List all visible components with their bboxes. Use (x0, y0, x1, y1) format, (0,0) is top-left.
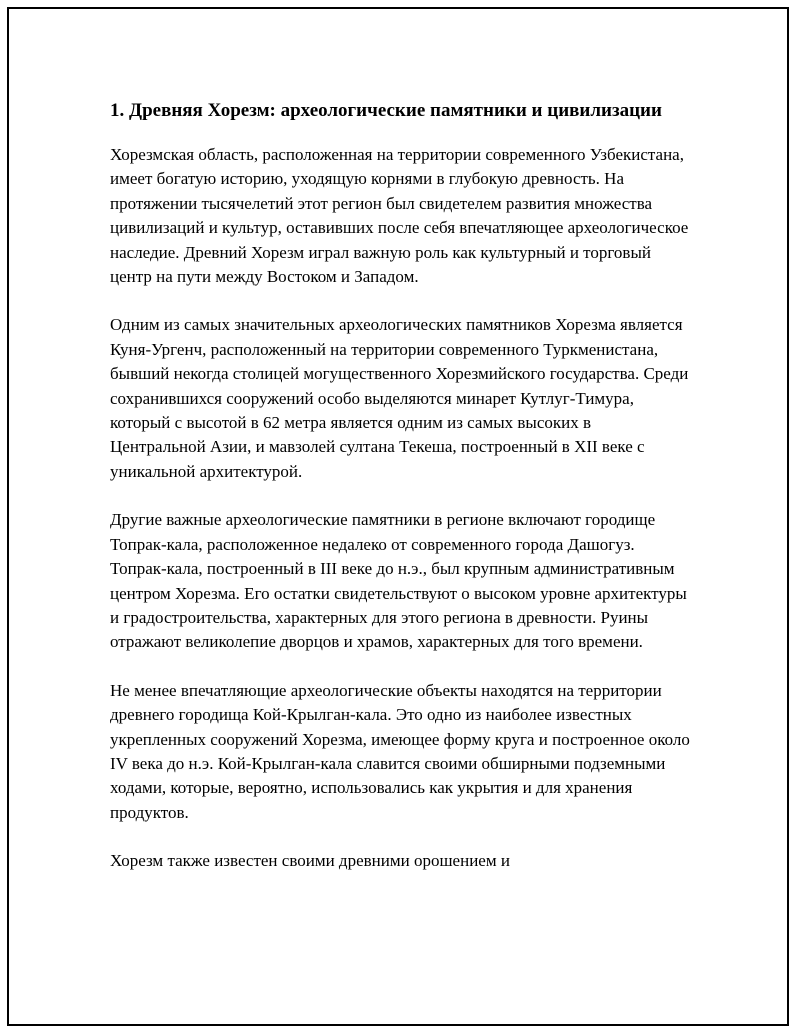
paragraph-intro: Хорезмская область, расположенная на территории современного Узбекистана, имеет богатую историю, уходящую корнями в глубокую древность. На протяжении тысячелетий этот регион был свидетелем развития множества цивилизаций и культур, оставивших после себя впечатляющее археологическое наследие. Древний Хорезм играл важную роль как культурный и торговый центр на пути между Востоком и Западом. (110, 145, 689, 287)
paragraph-kunya-urgench: Одним из самых значительных археологических памятников Хорезма является Куня-Ургенч, расположенный на территории современного Туркменистана, бывший некогда столицей могущественного Хорезмийского государства. Среди сохранившихся сооружений особо выделяются минарет Кутлуг-Тимура, который с высотой в 62 метра является одним из самых высоких в Центральной Азии, и мавзолей султана Текеша, построенный в XII веке с уникальной архитектурой. (110, 315, 689, 481)
paragraph-toprak-kala: Другие важные археологические памятники в регионе включают городище Топрак-кала, расположенное недалеко от современного города Дашогуз. Топрак-кала, построенный в III веке до н.э., был крупным административным центром Хорезма. Его остатки свидетельствуют о высоком уровне архитектуры и градостроительства, характерных для этого региона в древности. Руины отражают великолепие дворцов и храмов, характерных для того времени. (110, 510, 687, 652)
section-heading: 1. Древняя Хорезм: археологические памятники и цивилизации (110, 100, 662, 121)
document-body (110, 96, 690, 898)
paragraph-koy-krylgan-kala: Не менее впечатляющие археологические объекты находятся на территории древнего городища Кой-Крылган-кала. Это одно из наиболее известных укрепленных сооружений Хорезма, имеющее форму круга и построенное около IV века до н.э. Кой-Крылган-кала славится своими обширными подземными ходами, которые, вероятно, использовались как укрытия и для хранения продуктов. (110, 680, 690, 822)
paragraph-irrigation: Хорезм также известен своими древними орошением и (110, 851, 510, 871)
